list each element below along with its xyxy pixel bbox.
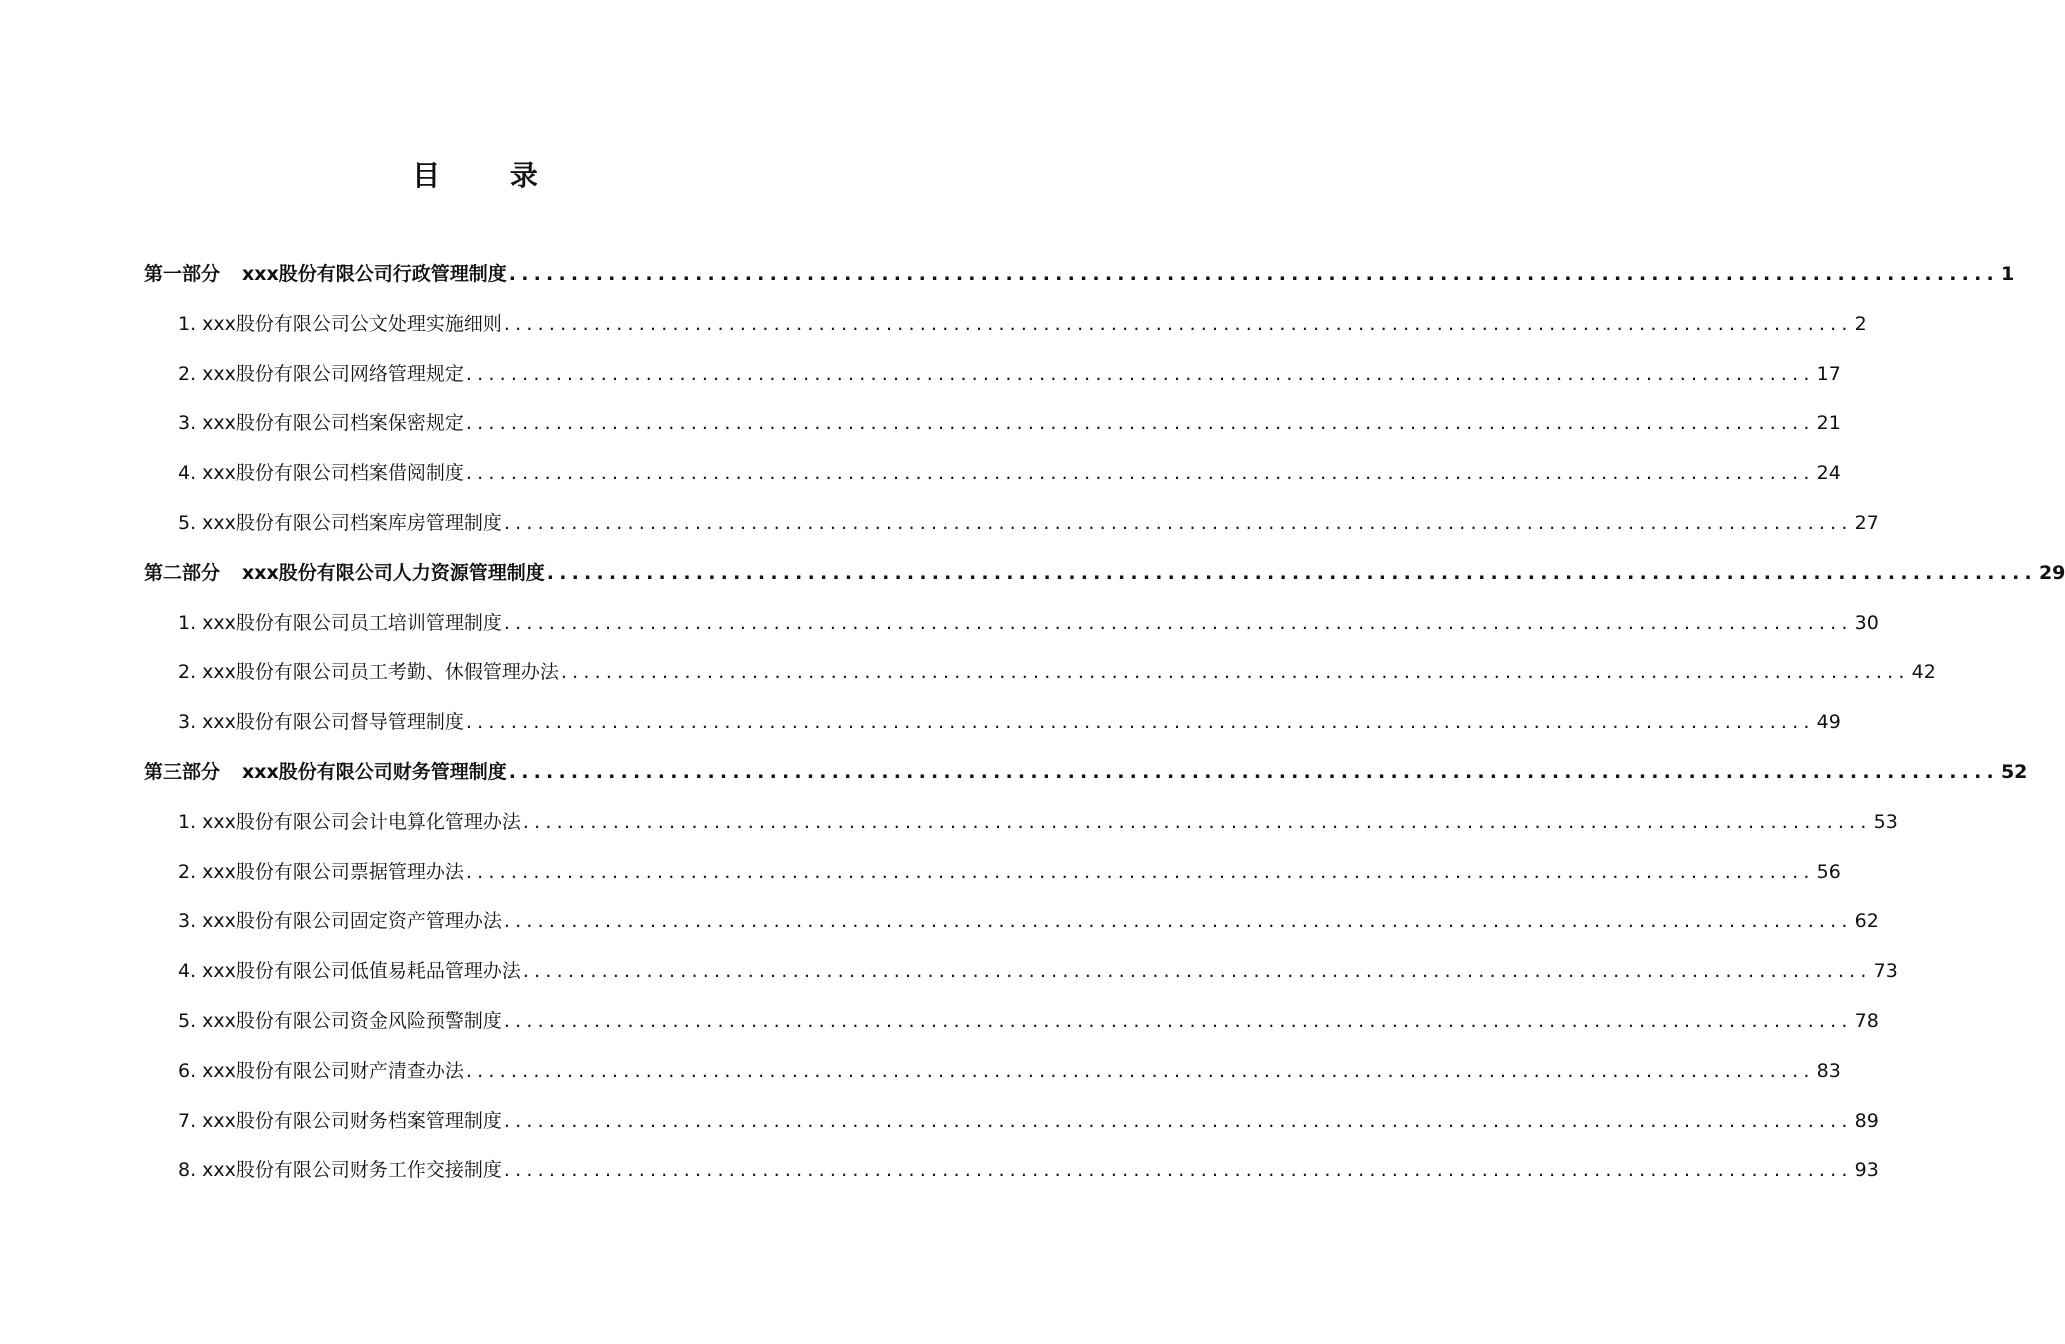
toc-page-number: 62 <box>1854 910 1879 933</box>
toc-page-number: 78 <box>1854 1009 1879 1032</box>
toc-item-entry[interactable] <box>144 897 1879 947</box>
toc-entry-title: xxx股份有限公司行政管理制度 <box>242 263 507 285</box>
toc-item-entry[interactable] <box>144 798 1898 848</box>
toc-page-number: 27 <box>1854 511 1879 534</box>
toc-page-number: 56 <box>1816 860 1841 883</box>
toc-page-number: 49 <box>1816 711 1841 734</box>
toc-entry-title: 3. xxx股份有限公司督导管理制度 <box>178 711 464 734</box>
toc-item-entry[interactable] <box>144 997 1879 1047</box>
toc-dot-leader: ........................................................................................................................ <box>465 362 1815 385</box>
toc-page-number: 29 <box>2038 561 2065 584</box>
toc-dot-leader: ........................................................................................................................ <box>503 611 1853 634</box>
toc-page-number: 73 <box>1873 960 1898 983</box>
toc-page-number: 52 <box>2000 760 2028 783</box>
toc-dot-leader: ........................................................................................................................ <box>508 760 1999 783</box>
toc-dot-leader: ........................................................................................................................ <box>503 1159 1853 1182</box>
toc-page-number: 2 <box>1854 312 1867 335</box>
toc-entry-title: 5. xxx股份有限公司资金风险预警制度 <box>178 1009 502 1032</box>
toc-item-entry[interactable] <box>144 848 1841 898</box>
toc-dot-leader: ........................................................................................................................ <box>522 810 1872 833</box>
toc-item-entry[interactable] <box>144 698 1841 748</box>
page-title: 目 录 <box>412 159 568 192</box>
toc-entry-title: 3. xxx股份有限公司档案保密规定 <box>178 412 464 435</box>
toc-part-number: 第二部分 <box>144 561 221 584</box>
toc-item-entry[interactable] <box>144 350 1841 400</box>
toc-page-number: 89 <box>1854 1109 1879 1132</box>
toc-page-number: 93 <box>1854 1159 1879 1182</box>
toc-item-entry[interactable] <box>144 648 1936 698</box>
toc-dot-leader: ........................................................................................................................ <box>465 860 1815 883</box>
toc-dot-leader: ........................................................................................................................ <box>503 1109 1853 1132</box>
toc-page-number: 1 <box>2000 263 2015 285</box>
toc-page-number: 30 <box>1854 611 1879 634</box>
toc-dot-leader: ........................................................................................................................ <box>560 661 1910 684</box>
toc-entry-title: 2. xxx股份有限公司网络管理规定 <box>178 362 464 385</box>
toc-item-entry[interactable] <box>144 599 1879 649</box>
toc-entry-title: 4. xxx股份有限公司低值易耗品管理办法 <box>178 960 521 983</box>
toc-dot-leader: ........................................................................................................................ <box>503 312 1853 335</box>
table-of-contents <box>144 250 2065 1196</box>
toc-item-entry[interactable] <box>144 300 1867 350</box>
toc-entry-title: 6. xxx股份有限公司财产清查办法 <box>178 1059 464 1082</box>
toc-dot-leader: ........................................................................................................................ <box>465 711 1815 734</box>
toc-part-entry[interactable] <box>144 250 2015 300</box>
toc-item-entry[interactable] <box>144 449 1841 499</box>
toc-page-number: 53 <box>1873 810 1898 833</box>
toc-entry-title: 7. xxx股份有限公司财务档案管理制度 <box>178 1109 502 1132</box>
toc-page-number: 24 <box>1816 462 1841 485</box>
toc-dot-leader: ........................................................................................................................ <box>508 263 1999 285</box>
toc-item-entry[interactable] <box>144 1097 1879 1147</box>
toc-dot-leader: ........................................................................................................................ <box>546 561 2037 584</box>
toc-dot-leader: ........................................................................................................................ <box>465 1059 1815 1082</box>
toc-item-entry[interactable] <box>144 399 1841 449</box>
toc-dot-leader: ........................................................................................................................ <box>465 462 1815 485</box>
toc-entry-title: 1. xxx股份有限公司会计电算化管理办法 <box>178 810 521 833</box>
toc-entry-title: 1. xxx股份有限公司员工培训管理制度 <box>178 611 502 634</box>
toc-item-entry[interactable] <box>144 499 1879 549</box>
toc-part-number: 第三部分 <box>144 760 221 783</box>
toc-item-entry[interactable] <box>144 1146 1879 1196</box>
toc-page-number: 21 <box>1816 412 1841 435</box>
toc-page-number: 83 <box>1816 1059 1841 1082</box>
toc-part-entry[interactable] <box>144 748 2028 798</box>
toc-page-number: 42 <box>1911 661 1936 684</box>
toc-part-entry[interactable] <box>144 549 2065 599</box>
toc-dot-leader: ........................................................................................................................ <box>465 412 1815 435</box>
toc-dot-leader: ........................................................................................................................ <box>503 1009 1853 1032</box>
toc-entry-title: 4. xxx股份有限公司档案借阅制度 <box>178 462 464 485</box>
toc-entry-title: xxx股份有限公司财务管理制度 <box>242 760 507 783</box>
toc-page-number: 17 <box>1816 362 1841 385</box>
toc-item-entry[interactable] <box>144 1047 1841 1097</box>
toc-dot-leader: ........................................................................................................................ <box>503 511 1853 534</box>
toc-item-entry[interactable] <box>144 947 1898 997</box>
toc-entry-title: 8. xxx股份有限公司财务工作交接制度 <box>178 1159 502 1182</box>
toc-entry-title: 3. xxx股份有限公司固定资产管理办法 <box>178 910 502 933</box>
toc-entry-title: 2. xxx股份有限公司票据管理办法 <box>178 860 464 883</box>
toc-entry-title: xxx股份有限公司人力资源管理制度 <box>242 561 545 584</box>
toc-dot-leader: ........................................................................................................................ <box>522 960 1872 983</box>
toc-entry-title: 5. xxx股份有限公司档案库房管理制度 <box>178 511 502 534</box>
toc-entry-title: 1. xxx股份有限公司公文处理实施细则 <box>178 312 502 335</box>
toc-entry-title: 2. xxx股份有限公司员工考勤、休假管理办法 <box>178 661 559 684</box>
toc-dot-leader: ........................................................................................................................ <box>503 910 1853 933</box>
toc-part-number: 第一部分 <box>144 263 221 285</box>
